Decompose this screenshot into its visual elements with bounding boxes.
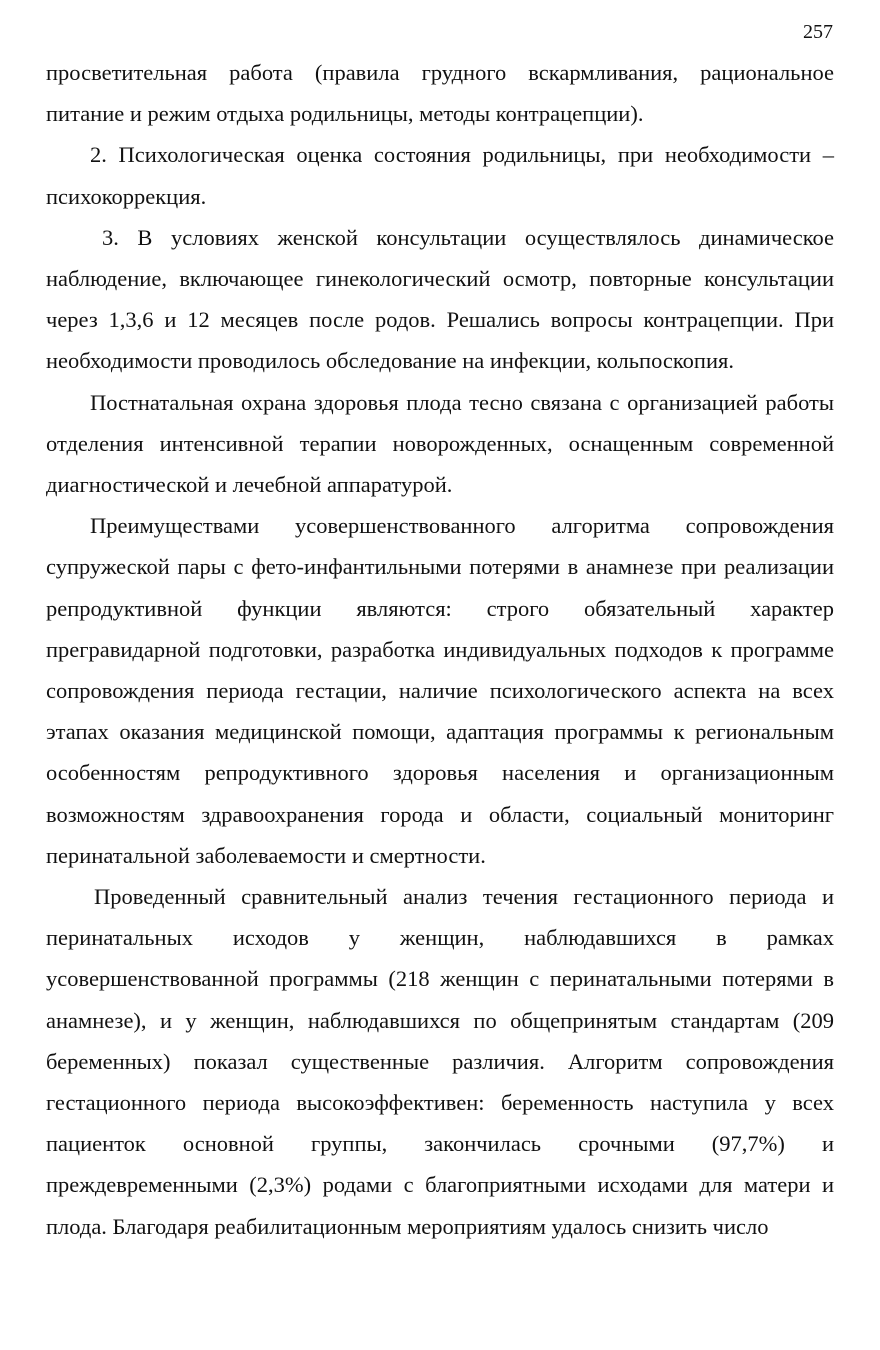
paragraph-item-3: 3. В условиях женской консультации осуществлялось динамическое наблюдение, включающее гинекологический осмотр, повторные консультации через 1,3,6 и 12 месяцев после родов. Решались вопросы контрацепции. При необходимости проводилось обследование на инфекции, кольпоскопия. [46, 224, 834, 374]
paragraph-item-2: 2. Психологическая оценка состояния родильницы, при необходимости – психокоррекция. [46, 142, 834, 209]
paragraph-advantages: Преимуществами усовершенствованного алгоритма сопровождения супружеской пары с фето-инфантильными потерями в анамнезе при реализации репродуктивной функции являются: строго обязательный характер прегравидарной подготовки, разработка индивидуальных подходов к программе сопровождения периода гестации, наличие психологического аспекта на всех этапах оказания медицинской помощи, адаптация программы к региональным особенностям репродуктивного здоровья населения и организационным возможностям здравоохранения города и области, социальный мониторинг перинатальной заболеваемости и смертности. [46, 513, 834, 868]
page-number: 257 [803, 21, 833, 43]
paragraph-postnatal-care: Постнатальная охрана здоровья плода тесно связана с организацией работы отделения интенсивной терапии новорожденных, оснащенным современной диагностической и лечебной аппаратурой. [46, 389, 834, 498]
document-body [46, 52, 834, 1247]
paragraph-education-continuation: просветительная работа (правила грудного вскармливания, рациональное питание и режим отдыха родильницы, методы контрацепции). [46, 60, 834, 127]
paragraph-comparative-analysis: Проведенный сравнительный анализ течения гестационного периода и перинатальных исходов у женщин, наблюдавшихся в рамках усовершенствованной программы (218 женщин с перинатальными потерями в анамнезе), и у женщин, наблюдавшихся по общепринятым стандартам (209 беременных) показал существенные различия. Алгоритм сопровождения гестационного периода высокоэффективен: беременность наступила у всех пациенток основной группы, закончилась срочными (97,7%) и преждевременными (2,3%) родами с благоприятными исходами для матери и плода. Благодаря реабилитационным мероприятиям удалось снизить число [46, 884, 834, 1239]
